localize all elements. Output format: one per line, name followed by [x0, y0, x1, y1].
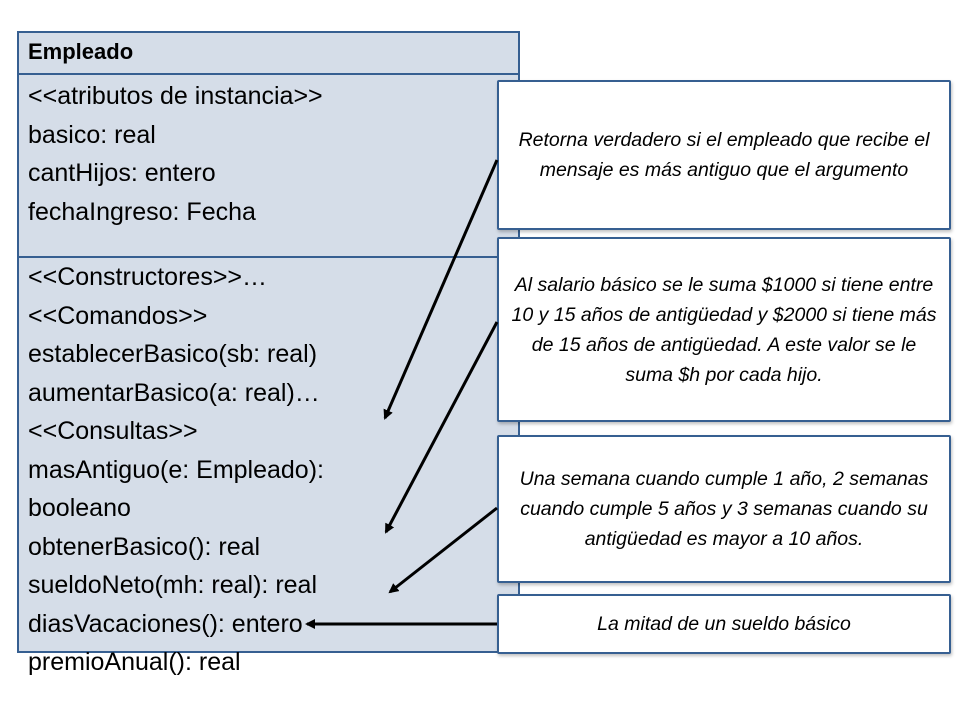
arrow-mas-antiguo [385, 160, 497, 418]
method-mas-antiguo-return: booleano [28, 494, 131, 522]
method-establecer-basico: establecerBasico(sb: real) [28, 340, 318, 368]
constructors-stereotype: <<Constructores>>… [28, 263, 268, 291]
arrow-dias-vacaciones [390, 508, 497, 592]
attribute-basico: basico: real [28, 120, 156, 149]
attribute-fecha-ingreso: fechaIngreso: Fecha [28, 197, 256, 226]
attribute-cant-hijos: cantHijos: entero [28, 159, 216, 187]
attributes-stereotype: <<atributos de instancia>> [28, 82, 323, 110]
method-sueldo-neto: sueldoNeto(mh: real): real [28, 571, 318, 599]
note-dias-vacaciones: Una semana cuando cumple 1 año, 2 semanas cuando cumple 5 años y 3 semanas cuando su antigüedad es mayor a 10 años. [497, 435, 951, 583]
arrow-sueldo-neto [386, 322, 497, 532]
class-name: Empleado [19, 33, 518, 75]
note-sueldo-neto: Al salario básico se le suma $1000 si tiene entre 10 y 15 años de antigüedad y $2000 si tiene más de 15 años de antigüedad. A este valor se le suma $h por cada hijo. [497, 237, 951, 422]
method-obtener-basico: obtenerBasico(): real [28, 532, 261, 561]
commands-stereotype: <<Comandos>> [28, 301, 208, 330]
method-dias-vacaciones: diasVacaciones(): entero [28, 609, 303, 638]
note-mas-antiguo: Retorna verdadero si el empleado que recibe el mensaje es más antiguo que el argumento [497, 80, 951, 230]
method-aumentar-basico: aumentarBasico(a: real)… [28, 378, 320, 407]
method-mas-antiguo: masAntiguo(e: Empleado): [28, 455, 324, 484]
queries-stereotype: <<Consultas>> [28, 417, 198, 445]
method-premio-anual: premioAnual(): real [28, 648, 241, 676]
note-premio-anual: La mitad de un sueldo básico [497, 594, 951, 654]
